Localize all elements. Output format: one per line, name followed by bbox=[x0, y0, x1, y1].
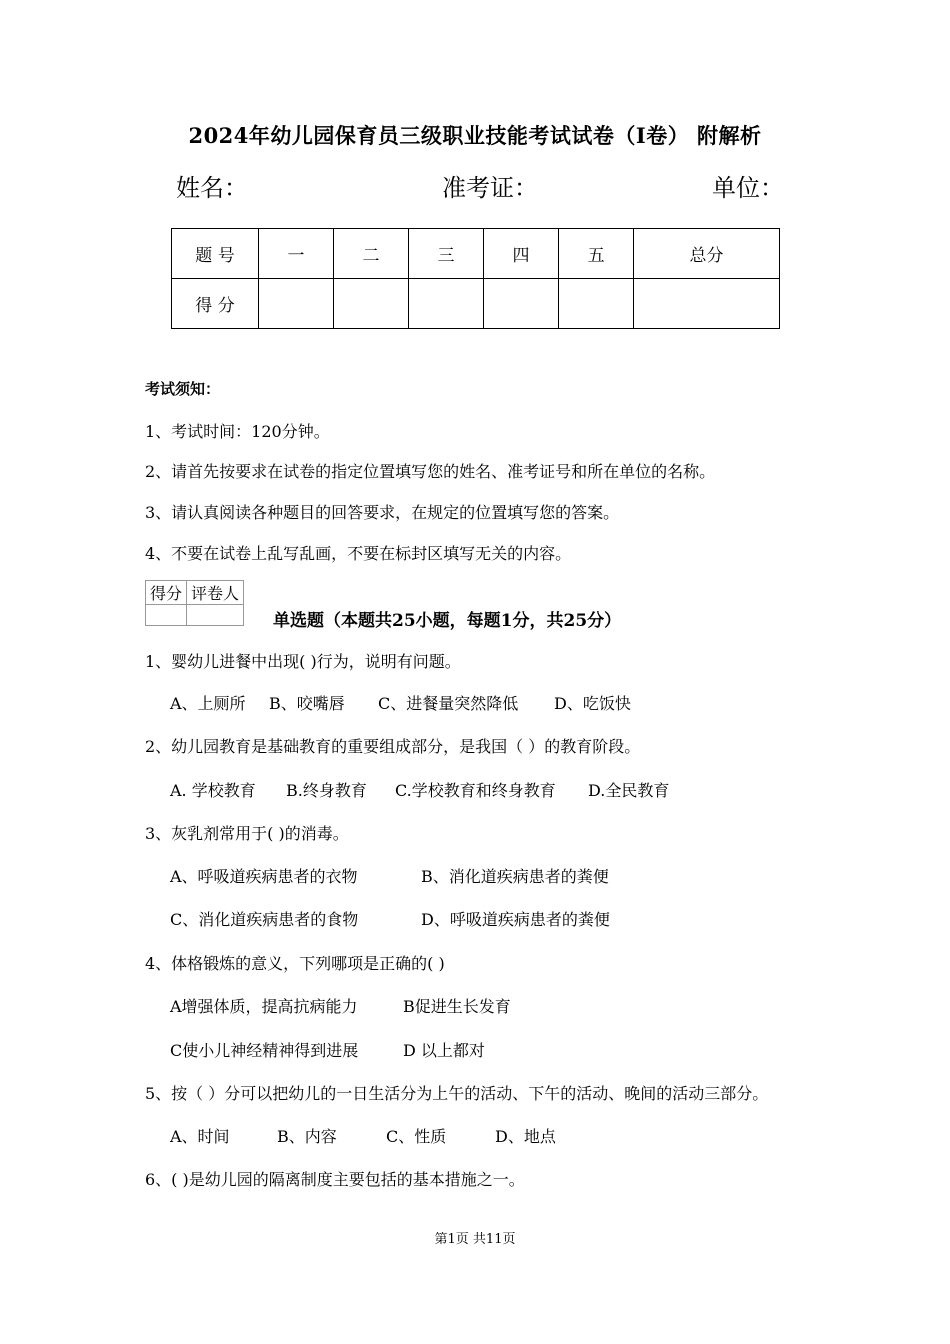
score-table-header-cell: 三 bbox=[409, 229, 484, 279]
unit-field-label: 单位： bbox=[712, 174, 784, 202]
score-cell[interactable] bbox=[409, 279, 484, 329]
page-title: 2024年幼儿园保育员三级职业技能考试试卷（I卷） 附解析 bbox=[188, 123, 762, 148]
grader-score-label: 得分 bbox=[146, 581, 187, 605]
question-stem: 6、( )是幼儿园的隔离制度主要包括的基本措施之一。 bbox=[145, 1170, 525, 1189]
option-b: B、内容 bbox=[277, 1127, 337, 1146]
question-stem: 4、体格锻炼的意义，下列哪项是正确的( ) bbox=[145, 954, 445, 973]
notice-item: 1、考试时间：120分钟。 bbox=[145, 422, 330, 441]
grader-name-cell[interactable] bbox=[187, 605, 244, 626]
score-cell[interactable] bbox=[259, 279, 334, 329]
grader-score-cell[interactable] bbox=[146, 605, 187, 626]
option-c: C、进餐量突然降低 bbox=[378, 694, 519, 713]
score-table-header-cell: 一 bbox=[259, 229, 334, 279]
option-d: D 以上都对 bbox=[403, 1041, 485, 1060]
score-row-label: 得 分 bbox=[172, 279, 259, 329]
score-table-header-row bbox=[172, 229, 780, 279]
option-a: A增强体质，提高抗病能力 bbox=[170, 997, 358, 1016]
option-d: D、地点 bbox=[495, 1127, 556, 1146]
score-cell[interactable] bbox=[634, 279, 780, 329]
option-a: A、呼吸道疾病患者的衣物 bbox=[170, 867, 358, 886]
option-b: B、咬嘴唇 bbox=[269, 694, 345, 713]
option-d: D、吃饭快 bbox=[554, 694, 631, 713]
notice-item: 2、请首先按要求在试卷的指定位置填写您的姓名、准考证号和所在单位的名称。 bbox=[145, 462, 716, 481]
grader-box bbox=[145, 580, 244, 626]
option-d: D、呼吸道疾病患者的粪便 bbox=[421, 910, 610, 929]
name-field-label: 姓名： bbox=[176, 174, 248, 202]
option-b: B.终身教育 bbox=[286, 781, 367, 800]
option-d: D.全民教育 bbox=[588, 781, 670, 800]
score-cell[interactable] bbox=[484, 279, 559, 329]
option-b: B、消化道疾病患者的粪便 bbox=[421, 867, 609, 886]
option-a: A、时间 bbox=[170, 1127, 230, 1146]
option-c: C、消化道疾病患者的食物 bbox=[170, 910, 359, 929]
score-cell[interactable] bbox=[334, 279, 409, 329]
score-cell[interactable] bbox=[559, 279, 634, 329]
score-table-header-cell: 五 bbox=[559, 229, 634, 279]
score-table bbox=[171, 228, 780, 329]
exam-id-field-label: 准考证： bbox=[442, 174, 538, 202]
section-title: 单选题（本题共25小题，每题1分，共25分） bbox=[273, 611, 622, 631]
score-table-score-row bbox=[172, 279, 780, 329]
score-table-header-cell: 总分 bbox=[634, 229, 780, 279]
score-table-header-cell: 二 bbox=[334, 229, 409, 279]
question-stem: 2、幼儿园教育是基础教育的重要组成部分，是我国（ ）的教育阶段。 bbox=[145, 737, 641, 756]
grader-name-label: 评卷人 bbox=[187, 581, 244, 605]
score-table-header-cell: 四 bbox=[484, 229, 559, 279]
question-stem: 5、按（ ）分可以把幼儿的一日生活分为上午的活动、下午的活动、晚间的活动三部分。 bbox=[145, 1084, 769, 1103]
notice-item: 3、请认真阅读各种题目的回答要求，在规定的位置填写您的答案。 bbox=[145, 503, 620, 522]
option-c: C、性质 bbox=[386, 1127, 447, 1146]
question-stem: 3、灰乳剂常用于( )的消毒。 bbox=[145, 824, 349, 843]
page-footer: 第1页 共11页 bbox=[434, 1232, 516, 1247]
score-table-header-cell: 题 号 bbox=[172, 229, 259, 279]
option-c: C使小儿神经精神得到进展 bbox=[170, 1041, 359, 1060]
option-c: C.学校教育和终身教育 bbox=[395, 781, 556, 800]
question-stem: 1、婴幼儿进餐中出现( )行为，说明有问题。 bbox=[145, 652, 461, 671]
option-a: A. 学校教育 bbox=[170, 781, 256, 800]
notice-heading: 考试须知： bbox=[145, 380, 221, 398]
option-a: A、上厕所 bbox=[170, 694, 246, 713]
notice-item: 4、不要在试卷上乱写乱画，不要在标封区填写无关的内容。 bbox=[145, 544, 572, 563]
option-b: B促进生长发育 bbox=[403, 997, 511, 1016]
